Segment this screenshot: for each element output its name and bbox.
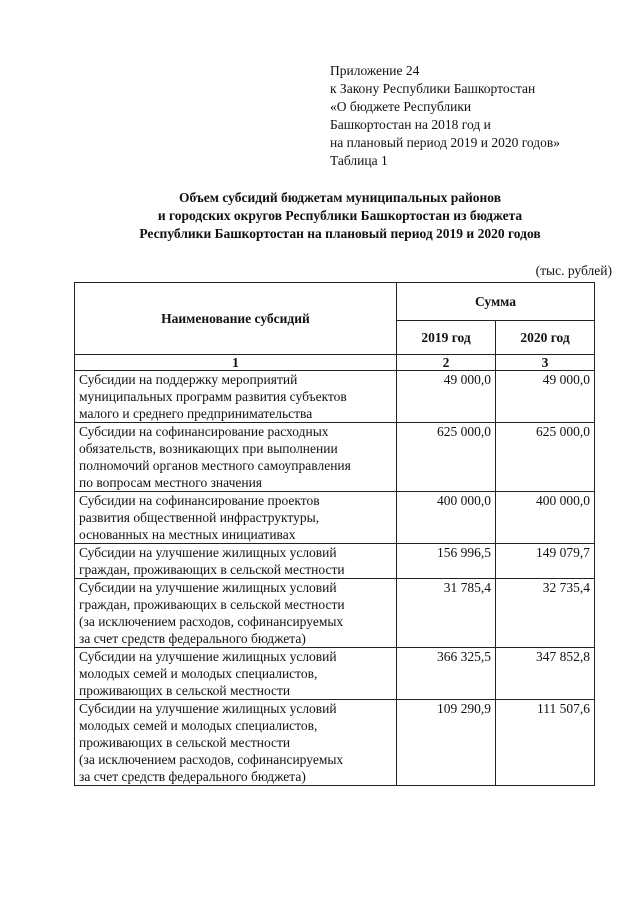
subsidy-name bbox=[75, 371, 397, 423]
subsidy-name-line: Субсидии на улучшение жилищных условий bbox=[79, 580, 337, 595]
subsidy-name bbox=[75, 544, 397, 579]
subsidy-name-line: по вопросам местного значения bbox=[79, 475, 263, 490]
document-title bbox=[60, 189, 620, 243]
subsidy-name-line: основанных на местных инициативах bbox=[79, 527, 296, 542]
amount-2020: 32 735,4 bbox=[496, 579, 595, 648]
subsidy-name-line: проживающих в сельской местности bbox=[79, 683, 291, 698]
subsidy-name-line: полномочий органов местного самоуправления bbox=[79, 458, 351, 473]
unit-label: (тыс. рублей) bbox=[535, 263, 612, 278]
table-row bbox=[75, 492, 595, 544]
subsidy-name-line: граждан, проживающих в сельской местности bbox=[79, 562, 345, 577]
subsidy-name-line: за счет средств федерального бюджета) bbox=[79, 631, 306, 646]
amount-2020: 625 000,0 bbox=[496, 423, 595, 492]
table-body bbox=[75, 371, 595, 786]
subsidy-name-line: Субсидии на софинансирование проектов bbox=[79, 493, 320, 508]
appendix-line: к Закону Республики Башкортостан bbox=[330, 81, 536, 96]
title-line: Республики Башкортостан на плановый период 2019 и 2020 годов bbox=[139, 226, 541, 241]
amount-2019: 400 000,0 bbox=[397, 492, 496, 544]
amount-2020: 347 852,8 bbox=[496, 648, 595, 700]
subsidy-name-line: малого и среднего предпринимательства bbox=[79, 406, 313, 421]
appendix-line: «О бюджете Республики bbox=[330, 99, 472, 114]
appendix-line: Башкортостан на 2018 год и bbox=[330, 117, 491, 132]
subsidy-name bbox=[75, 492, 397, 544]
amount-2019: 366 325,5 bbox=[397, 648, 496, 700]
subsidy-name bbox=[75, 423, 397, 492]
subsidy-name-line: развития общественной инфраструктуры, bbox=[79, 510, 320, 525]
amount-2019: 625 000,0 bbox=[397, 423, 496, 492]
subsidy-name-line: Субсидии на улучшение жилищных условий bbox=[79, 701, 337, 716]
subsidies-table bbox=[74, 282, 595, 786]
column-number: 1 bbox=[75, 355, 397, 371]
appendix-reference bbox=[330, 62, 560, 170]
subsidy-name bbox=[75, 579, 397, 648]
table-row bbox=[75, 648, 595, 700]
appendix-line: Приложение 24 bbox=[330, 63, 420, 78]
amount-2019: 109 290,9 bbox=[397, 700, 496, 786]
subsidy-name bbox=[75, 648, 397, 700]
amount-2020: 111 507,6 bbox=[496, 700, 595, 786]
subsidy-name-line: проживающих в сельской местности bbox=[79, 735, 291, 750]
header-2020: 2020 год bbox=[496, 321, 595, 355]
subsidy-name-line: молодых семей и молодых специалистов, bbox=[79, 666, 318, 681]
subsidy-name bbox=[75, 700, 397, 786]
column-number: 2 bbox=[397, 355, 496, 371]
amount-2020: 400 000,0 bbox=[496, 492, 595, 544]
subsidy-name-line: муниципальных программ развития субъектов bbox=[79, 389, 347, 404]
table-row bbox=[75, 700, 595, 786]
subsidy-name-line: за счет средств федерального бюджета) bbox=[79, 769, 306, 784]
subsidy-name-line: Субсидии на поддержку мероприятий bbox=[79, 372, 298, 387]
title-line: Объем субсидий бюджетам муниципальных районов bbox=[179, 190, 501, 205]
column-number: 3 bbox=[496, 355, 595, 371]
subsidy-name-line: Субсидии на софинансирование расходных bbox=[79, 424, 329, 439]
header-sum: Сумма bbox=[397, 283, 595, 321]
amount-2019: 156 996,5 bbox=[397, 544, 496, 579]
subsidy-name-line: граждан, проживающих в сельской местности bbox=[79, 597, 345, 612]
subsidy-name-line: молодых семей и молодых специалистов, bbox=[79, 718, 318, 733]
amount-2020: 49 000,0 bbox=[496, 371, 595, 423]
subsidy-name-line: (за исключением расходов, софинансируемых bbox=[79, 752, 344, 767]
subsidy-name-line: Субсидии на улучшение жилищных условий bbox=[79, 545, 337, 560]
table-row bbox=[75, 579, 595, 648]
table-number: Таблица 1 bbox=[330, 153, 388, 168]
amount-2020: 149 079,7 bbox=[496, 544, 595, 579]
subsidy-name-line: Субсидии на улучшение жилищных условий bbox=[79, 649, 337, 664]
table-row bbox=[75, 371, 595, 423]
title-line: и городских округов Республики Башкортостан из бюджета bbox=[157, 208, 523, 223]
header-2019: 2019 год bbox=[397, 321, 496, 355]
header-subsidy-name: Наименование субсидий bbox=[75, 283, 397, 355]
amount-2019: 31 785,4 bbox=[397, 579, 496, 648]
table-row bbox=[75, 423, 595, 492]
subsidy-name-line: обязательств, возникающих при выполнении bbox=[79, 441, 338, 456]
subsidy-name-line: (за исключением расходов, софинансируемых bbox=[79, 614, 344, 629]
table-row bbox=[75, 544, 595, 579]
amount-2019: 49 000,0 bbox=[397, 371, 496, 423]
appendix-line: на плановый период 2019 и 2020 годов» bbox=[330, 135, 561, 150]
